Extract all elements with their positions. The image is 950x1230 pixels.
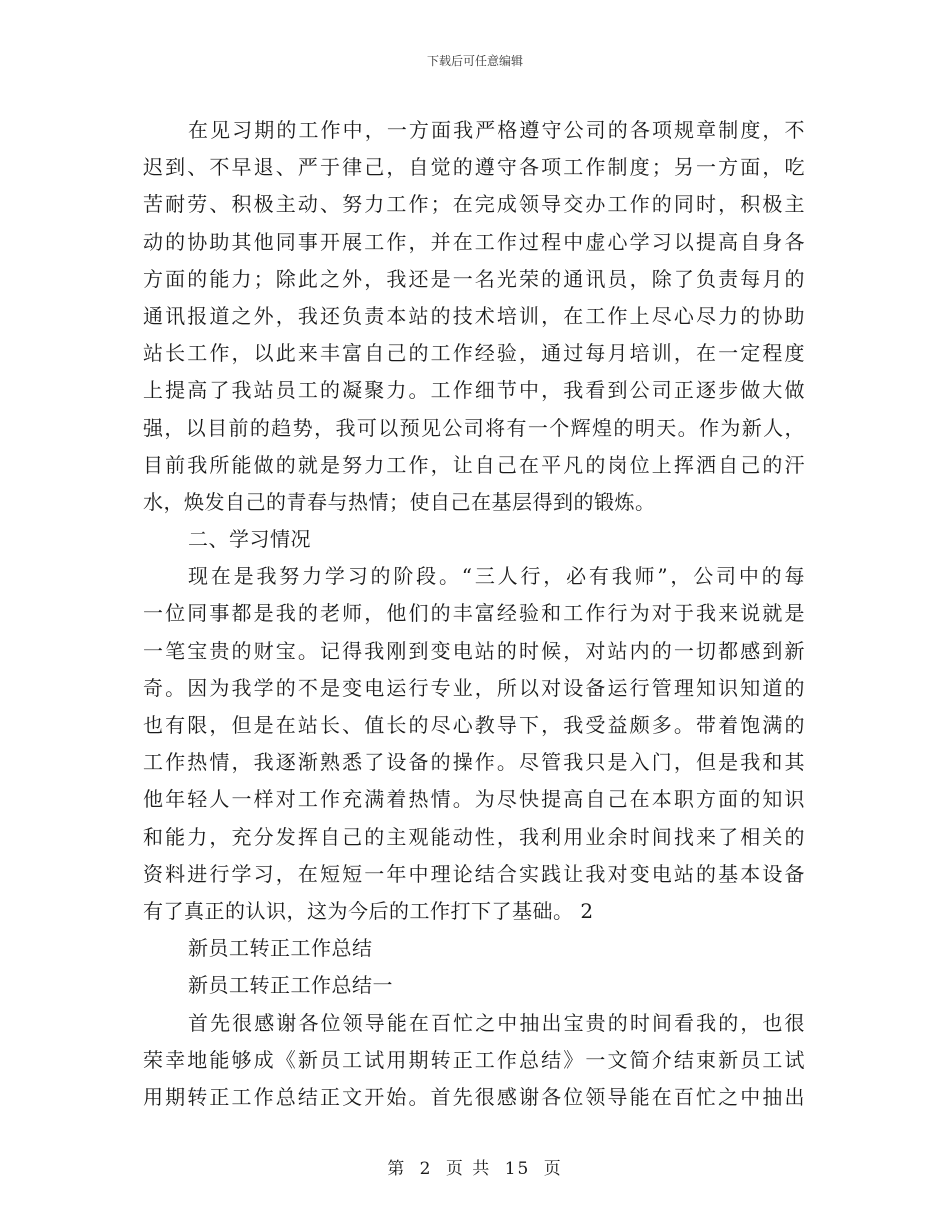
text-line: 资料进行学习，在短短一年中理论结合实践让我对变电站的基本设备 [143, 861, 805, 886]
text-line: 工作热情，我逐渐熟悉了设备的操作。尽管我只是入门，但是我和其 [143, 750, 805, 775]
text-line: 一位同事都是我的老师，他们的丰富经验和工作行为对于我来说就是 [143, 601, 805, 626]
text-line: 新员工转正工作总结 [188, 936, 373, 961]
text-line: 上提高了我站员工的凝聚力。工作细节中，我看到公司正逐步做大做 [143, 378, 805, 403]
text-line: 奇。因为我学的不是变电运行专业，所以对设备运行管理知识知道的 [143, 675, 805, 700]
footer-current-page: 2 [419, 1159, 433, 1179]
text-line: 他年轻人一样对工作充满着热情。为尽快提高自己在本职方面的知识 [143, 787, 805, 812]
text-line: 用期转正工作总结正文开始。首先很感谢各位领导能在百忙之中抽出 [143, 1084, 805, 1109]
text-line: 强，以目前的趋势，我可以预见公司将有一个辉煌的明天。作为新人， [143, 415, 805, 440]
text-line: 有了真正的认识，这为今后的工作打下了基础。 2 [143, 898, 594, 923]
text-line: 水，焕发自己的青春与热情；使自己在基层得到的锻炼。 [143, 489, 656, 514]
text-line: 在见习期的工作中，一方面我严格遵守公司的各项规章制度，不 [188, 118, 805, 142]
text-line: 迟到、不早退、严于律己，自觉的遵守各项工作制度；另一方面，吃 [143, 155, 805, 180]
text-line: 荣幸地能够成《新员工试用期转正工作总结》一文简介结束新员工试 [143, 1047, 805, 1072]
text-line: 动的协助其他同事开展工作，并在工作过程中虚心学习以提高自身各 [143, 229, 805, 254]
page-footer [0, 1154, 950, 1179]
text-line: 通讯报道之外，我还负责本站的技术培训，在工作上尽心尽力的协助 [143, 303, 805, 328]
text-line: 苦耐劳、积极主动、努力工作；在完成领导交办工作的同时，积极主 [143, 192, 805, 217]
text-line: 方面的能力；除此之外，我还是一名光荣的通讯员，除了负责每月的 [143, 266, 805, 291]
footer-prefix: 第 [387, 1159, 407, 1179]
text-line: 目前我所能做的就是努力工作，让自己在平凡的岗位上挥洒自己的汗 [143, 452, 805, 477]
text-line: 新员工转正工作总结一 [188, 973, 393, 998]
footer-suffix: 页 [543, 1159, 563, 1179]
text-line: 一笔宝贵的财宝。记得我刚到变电站的时候，对站内的一切都感到新 [143, 638, 805, 663]
footer-middle: 页 共 [445, 1159, 492, 1179]
text-line: 首先很感谢各位领导能在百忙之中抽出宝贵的时间看我的，也很 [188, 1010, 805, 1035]
text-line: 二、学习情况 [188, 527, 311, 552]
text-line: 站长工作，以此来丰富自己的工作经验，通过每月培训，在一定程度 [143, 341, 805, 366]
text-line: 现在是我努力学习的阶段。“三人行，必有我师”，公司中的每 [188, 564, 805, 589]
document-body [143, 112, 805, 1116]
page-header-note: 下载后可任意编辑 [426, 54, 523, 68]
text-line: 和能力，充分发挥自己的主观能动性，我利用业余时间找来了相关的 [143, 824, 805, 849]
text-line: 也有限，但是在站长、值长的尽心教导下，我受益颇多。带着饱满的 [143, 713, 805, 737]
footer-total-pages: 15 [504, 1159, 531, 1179]
